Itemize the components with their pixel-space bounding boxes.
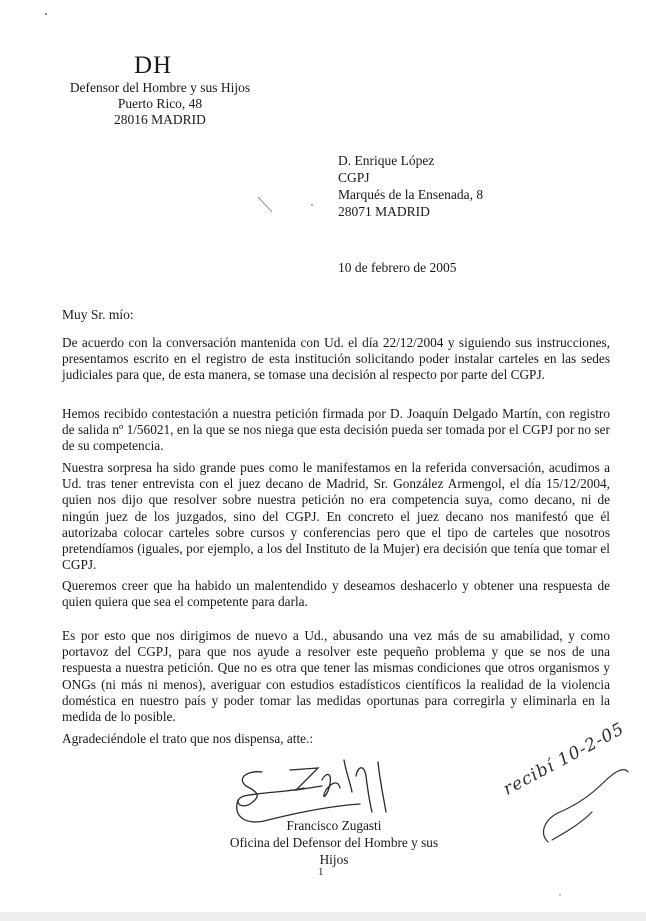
recipient-city: 28071 MADRID [338, 204, 430, 219]
page-number: 1 [318, 866, 324, 878]
recipient-street: Marqués de la Ensenada, 8 [338, 187, 484, 202]
sender-org-name: Defensor del Hombre y sus Hijos [69, 80, 251, 95]
recipient-name: D. Enrique López [338, 153, 435, 168]
sender-street: Puerto Rico, 48 [117, 96, 203, 111]
received-note: recibí 10-2-05 [500, 718, 629, 800]
letterhead-logo: DH [134, 52, 173, 79]
recipient-org: CGPJ [338, 170, 370, 185]
signer-title: Oficina del Defensor del Hombre y sus Hijos [229, 835, 439, 867]
paragraph: Hemos recibido contestación a nuestra petición firmada por D. Joaquín Delgado Martín, con registro de salida nº 1/56021, en la que se nos niega que esta decisión pueda ser tomada por el CGPJ por no ser de su competencia. [62, 406, 610, 454]
paragraph: Es por esto que nos dirigimos de nuevo a Ud., abusando una vez más de su amabilidad, y como portavoz del CGPJ, para que nos ayude a resolver este pequeño problema y que se nos de una respuesta a nuestra petición. Que no es otra que tener las mismas condiciones que otros organismos y ONGs (ni más ni menos), averiguar con estudios estadísticos científicos la realidad de la violencia doméstica en nuestro país y poder tomar las medidas oportunas para corregirla y eliminarla en la medida de lo posible. [62, 628, 610, 725]
signer-name: Francisco Zugasti [286, 818, 382, 833]
closing-line: Agradeciéndole el trato que nos dispensa, atte.: [62, 731, 314, 746]
paragraph: Nuestra sorpresa ha sido grande pues como le manifestamos en la referida conversación, acudimos a Ud. tras tener entrevista con el juez decano de Madrid, Sr. González Armengol, el día 15/12/2004, quien nos dijo que resolver sobre nuestra petición no era competencia suya, como decano, ni de ningún juez de los juzgados, sino del CGPJ. En concreto el juez decano nos manifestó que él autorizaba colocar carteles sobre cursos y conferencias pero que el tipo de carteles que nosotros pretendíamos (iguales, por ejemplo, a los del Instituto de la Mujer) era decisión que tenía que tomar el CGPJ. [62, 460, 610, 573]
paragraph: Queremos creer que ha habido un malentendido y deseamos deshacerlo y obtener una respuesta de quien quiera que sea el competente para darla. [62, 578, 610, 610]
paragraph: De acuerdo con la conversación mantenida con Ud. el día 22/12/2004 y siguiendo sus instrucciones, presentamos escrito en el registro de esta institución solicitando poder instalar carteles en las sedes judiciales para que, de esta manera, se tomase una decisión al respecto por parte del CGPJ. [62, 335, 610, 383]
letter-date: 10 de febrero de 2005 [338, 260, 457, 275]
sender-city: 28016 MADRID [114, 112, 206, 127]
salutation: Muy Sr. mío: [62, 307, 134, 322]
